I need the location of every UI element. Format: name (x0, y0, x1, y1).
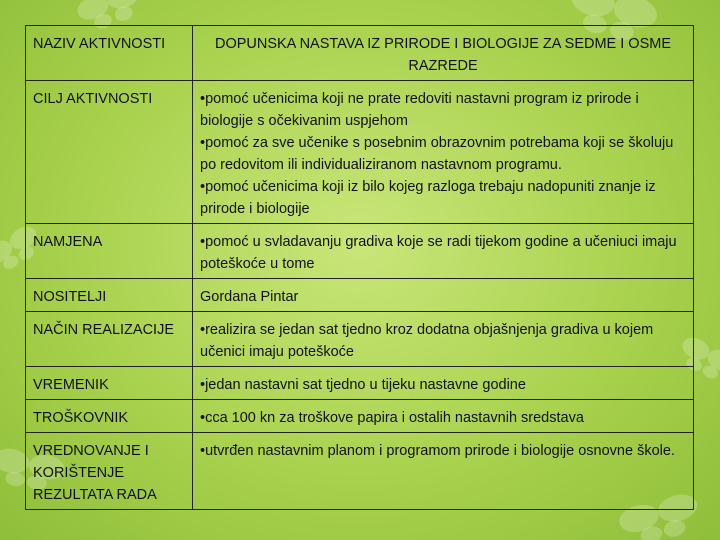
table-row (26, 400, 694, 433)
table-row (26, 81, 694, 224)
table-row (26, 279, 694, 312)
table-row (26, 224, 694, 279)
row-label: NAMJENA (26, 224, 193, 279)
activity-name-value: DOPUNSKA NASTAVA IZ PRIRODE I BIOLOGIJE ZA SEDME I OSME RAZREDE (193, 26, 694, 81)
bullet-line: •pomoć učenicima koji iz bilo kojeg razloga trebaju nadopuniti znanje iz prirode i biologije (200, 179, 656, 217)
table-row (26, 367, 694, 400)
table-row (26, 433, 694, 510)
row-value: •cca 100 kn za troškove papira i ostalih nastavnih sredstava (193, 400, 694, 433)
row-label: VREDNOVANJE I KORIŠTENJE REZULTATA RADA (26, 433, 193, 510)
table-row (26, 312, 694, 367)
row-label: VREMENIK (26, 367, 193, 400)
bullet-line: •pomoć za sve učenike s posebnim obrazovnim potrebama koji se školuju po redovitom ili individualiziranom nastavnom programu. (200, 135, 674, 173)
row-label: NAZIV AKTIVNOSTI (26, 26, 193, 81)
row-label: NOSITELJI (26, 279, 193, 312)
row-label: CILJ AKTIVNOSTI (26, 81, 193, 224)
row-label: NAČIN REALIZACIJE (26, 312, 193, 367)
row-value: •utvrđen nastavnim planom i programom prirode i biologije osnovne škole. (193, 433, 694, 510)
table-row (26, 26, 694, 81)
row-value (193, 81, 694, 224)
activity-info-table (25, 25, 694, 510)
row-value: •pomoć u svladavanju gradiva koje se radi tijekom godine a učeniuci imaju poteškoće u tome (193, 224, 694, 279)
row-label: TROŠKOVNIK (26, 400, 193, 433)
row-value: •jedan nastavni sat tjedno u tijeku nastavne godine (193, 367, 694, 400)
bullet-line: •pomoć učenicima koji ne prate redoviti nastavni program iz prirode i biologije s očekivanim uspjehom (200, 91, 639, 129)
row-value: •realizira se jedan sat tjedno kroz dodatna objašnjenja gradiva u kojem učenici imaju poteškoće (193, 312, 694, 367)
row-value: Gordana Pintar (193, 279, 694, 312)
